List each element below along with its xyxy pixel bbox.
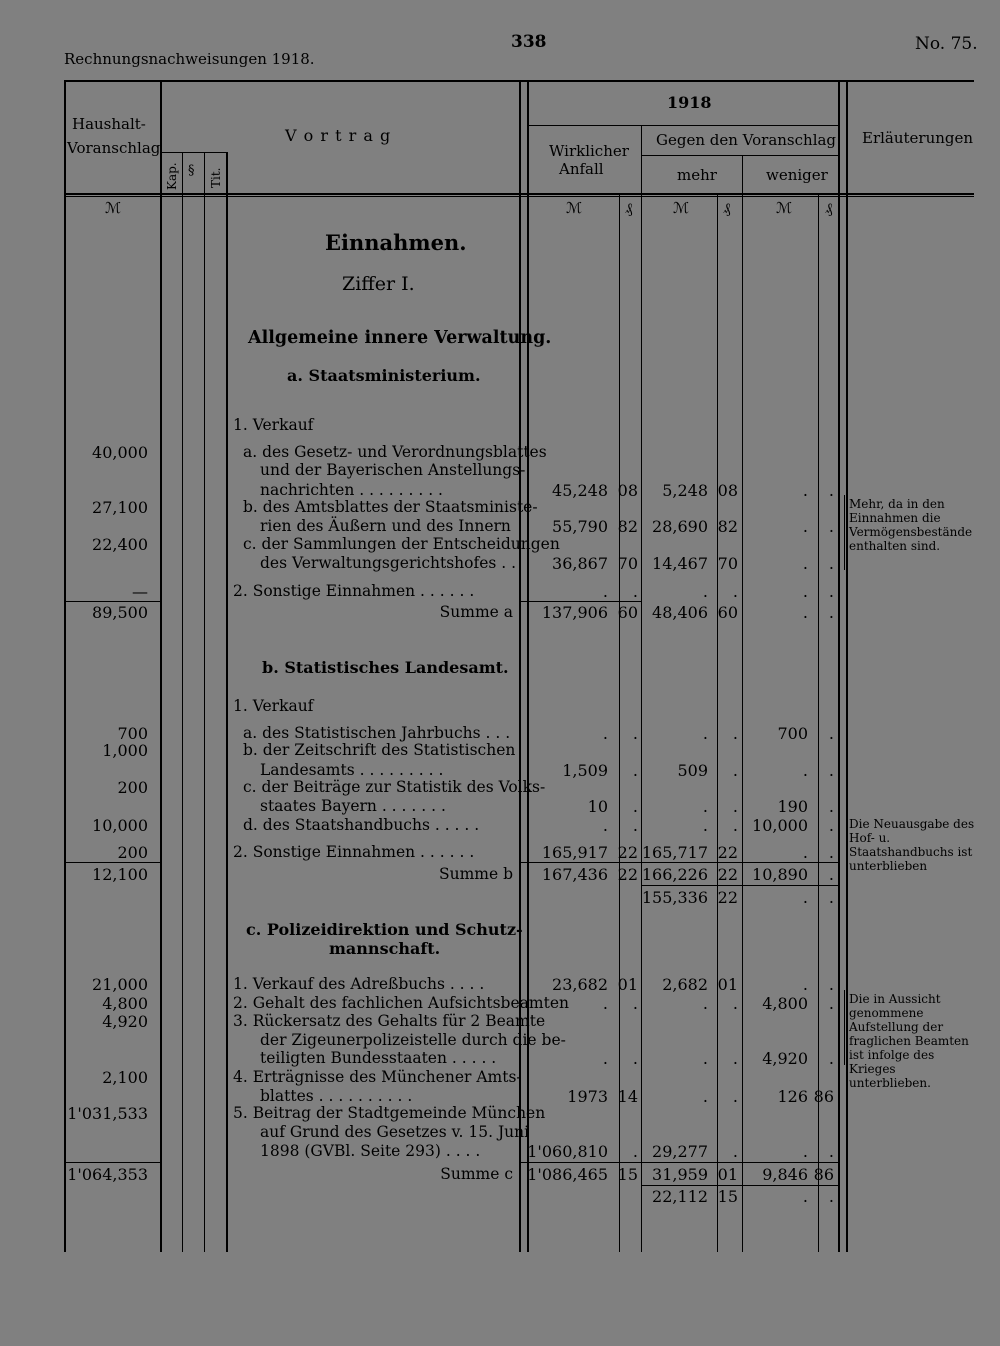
mehr-pf: . [732,1087,738,1106]
mehr-pf: 22 [717,843,738,862]
mehr-mark: 22,112 [652,1187,708,1206]
unit-mark: ℳ [566,199,583,217]
voranschlag-value: 22,400 [92,535,148,554]
unit-pf: ₰ [825,199,833,217]
heading-ziffer: Ziffer I. [342,273,415,295]
wirklicher-mark: . [602,582,608,601]
voranschlag-value: 27,100 [92,498,148,517]
mehr-pf: 15 [717,1187,738,1206]
unit-pf: ₰ [625,199,633,217]
weniger-pf: . [828,797,834,816]
mehr-pf: . [732,724,738,743]
note-section-a: Mehr, da in den Einnahmen die Vermögensbestände enthalten sind. [849,497,973,553]
unit-mark: ℳ [105,199,122,217]
wirklicher-mark: 137,906 [541,603,608,622]
mehr-mark: . [702,816,708,835]
weniger-mark: . [802,975,808,994]
mehr-mark: 29,277 [652,1142,708,1161]
wirklicher-mark: 36,867 [552,554,608,573]
vortrag-text: 1. Verkauf [233,697,314,715]
running-header: Rechnungsnachweisungen 1918. [64,50,315,68]
wirklicher-pf: 60 [617,603,638,622]
mehr-pf: . [732,1142,738,1161]
wirklicher-mark: 10 [587,797,608,816]
unit-pf: ₰ [723,199,731,217]
summe-label: Summe a [439,603,513,621]
mehr-pf: 60 [717,603,738,622]
wirklicher-pf: 14 [617,1087,638,1106]
weniger-pf: . [828,1049,834,1068]
weniger-mark: 9,846 [762,1165,808,1184]
wirklicher-pf: . [632,724,638,743]
mehr-pf: 82 [717,517,738,536]
mehr-pf: . [732,582,738,601]
mehr-mark: 28,690 [652,517,708,536]
weniger-pf: . [828,517,834,536]
mehr-mark: 155,336 [641,888,708,907]
mehr-pf: . [732,761,738,780]
weniger-pf: . [828,582,834,601]
weniger-pf: . [828,603,834,622]
unit-mark: ℳ [776,199,793,217]
weniger-mark: 10,000 [752,816,808,835]
wirklicher-pf: . [632,797,638,816]
mehr-mark: . [702,1049,708,1068]
weniger-mark: 10,890 [752,865,808,884]
vortrag-text: Landesamts . . . . . . . . . [260,761,444,779]
weniger-mark: . [802,843,808,862]
vortrag-text: 1. Verkauf [233,416,314,434]
voranschlag-value: 700 [117,724,148,743]
weniger-pf: . [828,843,834,862]
vortrag-text: c. der Sammlungen der Entscheidungen [243,535,560,553]
weniger-mark: 126 [777,1087,808,1106]
vortrag-text: a. des Gesetz- und Verordnungsblattes [243,443,547,461]
weniger-pf: . [828,1142,834,1161]
weniger-mark: 4,800 [762,994,808,1013]
vortrag-text: 5. Beitrag der Stadtgemeinde München [233,1104,546,1122]
weniger-mark: . [802,603,808,622]
weniger-pf: . [828,481,834,500]
heading-einnahmen: Einnahmen. [325,230,467,255]
heading-section-c-line1: c. Polizeidirektion und Schutz- [246,920,523,939]
voranschlag-value: 200 [117,778,148,797]
vortrag-text: des Verwaltungsgerichtshofes . . [260,554,517,572]
weniger-pf: . [828,888,834,907]
document-number: No. 75. [915,34,978,54]
voranschlag-value: 1'031,533 [67,1104,148,1123]
heading-section-a: a. Staatsministerium. [287,366,481,385]
vortrag-text: staates Bayern . . . . . . . [260,797,446,815]
weniger-pf: . [828,1187,834,1206]
mehr-pf: . [732,797,738,816]
col-vortrag-label: V o r t r a g [285,126,392,145]
wirklicher-mark: 45,248 [552,481,608,500]
wirklicher-pf: . [632,816,638,835]
wirklicher-mark: 165,917 [541,843,608,862]
mehr-mark: 14,467 [652,554,708,573]
wirklicher-pf: 22 [617,865,638,884]
heading-allgemeine: Allgemeine innere Verwaltung. [248,328,552,348]
weniger-mark: . [802,761,808,780]
weniger-mark: . [802,1187,808,1206]
wirklicher-pf: . [632,761,638,780]
weniger-pf: . [828,816,834,835]
weniger-mark: . [802,517,808,536]
weniger-pf: . [828,975,834,994]
col-voranschlag-label: Voranschlag [67,139,161,157]
wirklicher-pf: . [632,582,638,601]
col-tit-label: Tit. [209,167,223,188]
mehr-mark: . [702,582,708,601]
vortrag-text: blattes . . . . . . . . . . [260,1087,413,1105]
wirklicher-pf: . [632,1049,638,1068]
voranschlag-value: 200 [117,843,148,862]
voranschlag-value: 12,100 [92,865,148,884]
wirklicher-mark: 1973 [567,1087,608,1106]
col-haushalt-label: Haushalt- [72,115,146,133]
wirklicher-mark: . [602,994,608,1013]
weniger-pf: 86 [813,1165,834,1184]
vortrag-text: c. der Beiträge zur Statistik des Volks- [243,778,546,796]
weniger-pf: . [828,554,834,573]
vortrag-text: b. des Amtsblattes der Staatsministe- [243,498,538,516]
weniger-mark: . [802,554,808,573]
vortrag-text: b. der Zeitschrift des Statistischen [243,741,516,759]
vortrag-text: 4. Erträgnisse des Münchener Amts- [233,1068,522,1086]
note-section-b: Die Neuausgabe des Hof- u. Staatshandbuchs ist unterblieben [849,817,975,873]
mehr-pf: 22 [717,865,738,884]
vortrag-text: nachrichten . . . . . . . . . [260,481,443,499]
vortrag-text: und der Bayerischen Anstellungs- [260,461,526,479]
vortrag-text: 2. Sonstige Einnahmen . . . . . . [233,582,475,600]
voranschlag-value: 89,500 [92,603,148,622]
mehr-pf: 08 [717,481,738,500]
vortrag-text: 2. Gehalt des fachlichen Aufsichtsbeamten [233,994,569,1012]
vortrag-text: rien des Äußern und des Innern [260,517,511,535]
wirklicher-mark: 1,509 [562,761,608,780]
mehr-mark: . [702,994,708,1013]
wirklicher-mark: 1'060,810 [527,1142,608,1161]
wirklicher-pf: 70 [617,554,638,573]
mehr-mark: 509 [677,761,708,780]
wirklicher-mark: 1'086,465 [527,1165,608,1184]
vortrag-text: auf Grund des Gesetzes v. 15. Juni [260,1123,530,1141]
col-weniger-label: weniger [766,166,828,184]
mehr-mark: 48,406 [652,603,708,622]
col-year-label: 1918 [667,93,712,112]
voranschlag-value: 21,000 [92,975,148,994]
weniger-mark: 190 [777,797,808,816]
mehr-mark: . [702,724,708,743]
vortrag-text: 1898 (GVBl. Seite 293) . . . . [260,1142,481,1160]
weniger-pf: . [828,724,834,743]
weniger-mark: . [802,481,808,500]
wirklicher-mark: 167,436 [541,865,608,884]
col-mehr-label: mehr [677,166,717,184]
mehr-mark: 166,226 [641,865,708,884]
col-gegen-label: Gegen den Voranschlag [656,131,837,149]
summe-label: Summe c [440,1165,513,1183]
mehr-pf: 01 [717,1165,738,1184]
col-kap-label: Kap. [165,162,179,190]
mehr-mark: 31,959 [652,1165,708,1184]
voranschlag-value: 4,920 [102,1012,148,1031]
mehr-mark: 5,248 [662,481,708,500]
voranschlag-value: 1,000 [102,741,148,760]
vortrag-text: 2. Sonstige Einnahmen . . . . . . [233,843,475,861]
wirklicher-pf: 01 [617,975,638,994]
col-para-label: § [188,163,195,178]
mehr-mark: 2,682 [662,975,708,994]
page-number: 338 [511,32,547,52]
vortrag-text: 3. Rückersatz des Gehalts für 2 Beamte [233,1012,546,1030]
col-erlaeuterungen-label: Erläuterungen [862,129,974,147]
vortrag-text: d. des Staatshandbuchs . . . . . [243,816,480,834]
weniger-mark: . [802,888,808,907]
weniger-mark: . [802,1142,808,1161]
weniger-pf: . [828,994,834,1013]
heading-section-b: b. Statistisches Landesamt. [262,658,509,677]
wirklicher-mark: 23,682 [552,975,608,994]
wirklicher-mark: . [602,816,608,835]
wirklicher-pf: . [632,1142,638,1161]
mehr-pf: 22 [717,888,738,907]
wirklicher-pf: 08 [617,481,638,500]
voranschlag-value: 40,000 [92,443,148,462]
weniger-mark: 4,920 [762,1049,808,1068]
mehr-pf: . [732,816,738,835]
mehr-pf: . [732,1049,738,1068]
weniger-pf: . [828,761,834,780]
wirklicher-mark: 55,790 [552,517,608,536]
wirklicher-pf: . [632,994,638,1013]
heading-section-c-line2: mannschaft. [329,939,441,958]
weniger-mark: 700 [777,724,808,743]
weniger-pf: 86 [813,1087,834,1106]
vortrag-text: 1. Verkauf des Adreßbuchs . . . . [233,975,485,993]
mehr-pf: 70 [717,554,738,573]
voranschlag-value: 10,000 [92,816,148,835]
wirklicher-mark: . [602,1049,608,1068]
wirklicher-pf: 82 [617,517,638,536]
vortrag-text: teiligten Bundesstaaten . . . . . [260,1049,497,1067]
vortrag-text: a. des Statistischen Jahrbuchs . . . [243,724,511,742]
voranschlag-value: 2,100 [102,1068,148,1087]
mehr-pf: 01 [717,975,738,994]
mehr-mark: . [702,1087,708,1106]
wirklicher-mark: . [602,724,608,743]
note-section-c: Die in Aussicht genommene Aufstellung der fraglichen Beamten ist infolge des Krieges unterblieben. [849,992,969,1090]
mehr-pf: . [732,994,738,1013]
mehr-mark: 165,717 [641,843,708,862]
voranschlag-value: — [132,582,148,601]
wirklicher-pf: 22 [617,843,638,862]
mehr-mark: . [702,797,708,816]
voranschlag-value: 4,800 [102,994,148,1013]
unit-mark: ℳ [673,199,690,217]
voranschlag-value: 1'064,353 [67,1165,148,1184]
vortrag-text: der Zigeunerpolizeistelle durch die be- [260,1031,566,1049]
weniger-pf: . [828,865,834,884]
weniger-mark: . [802,582,808,601]
wirklicher-pf: 15 [617,1165,638,1184]
summe-label: Summe b [438,865,513,883]
col-anfall-label: Anfall [559,160,604,178]
col-wirklicher-label: Wirklicher [549,142,629,160]
